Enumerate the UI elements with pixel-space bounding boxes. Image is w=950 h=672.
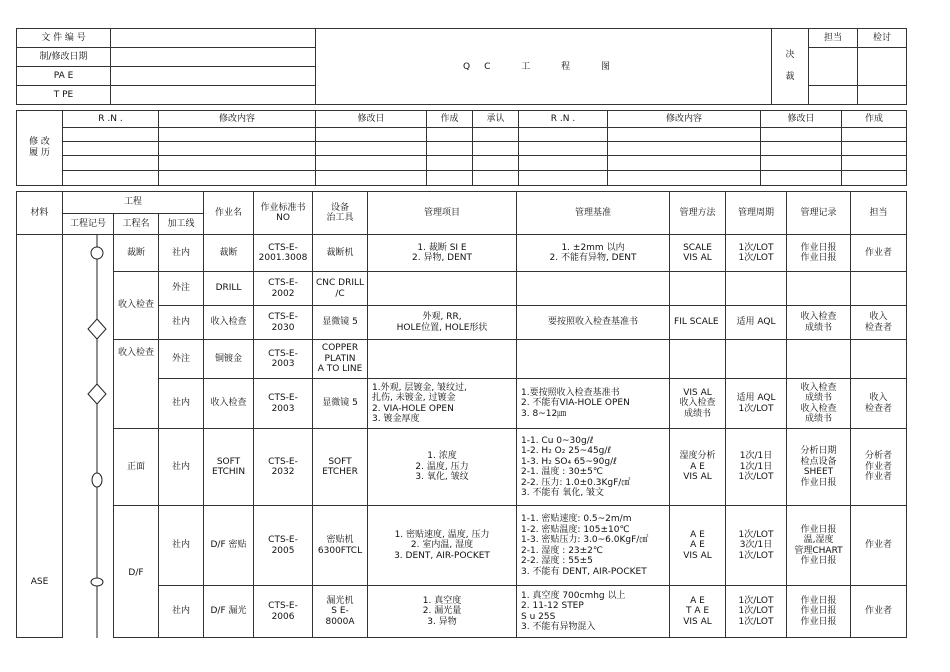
revision-date-label: 制/修改日期 [17,48,111,67]
record-cell [787,272,851,306]
record-cell: 作业日报 作业日报 作业日报 [787,586,851,638]
control-item-cell: 1. 裁断 SI E 2. 异物, DENT [368,235,517,272]
control-basis-cell: 1. ±2mm 以内 2. 不能有异物, DENT [517,235,670,272]
process-line-cell: 社内 [159,429,204,506]
equipment-cell: SOFT ETCHER [313,429,368,506]
control-item-cell: 1. 真空度 2. 漏光量 3. 异物 [368,586,517,638]
process-line-header: 加工线 [159,214,204,235]
table-row [17,272,907,306]
control-item-cell [368,340,517,379]
page-title: QC 工 程 图 [316,29,772,105]
standard-cell: CTS-E- 2003 [254,340,313,379]
work-name-cell: 裁断 [204,235,254,272]
approve-label: 决 裁 [772,29,809,105]
control-basis-cell [517,340,670,379]
equipment-cell: 裁断机 [313,235,368,272]
standard-cell: CTS-E- 2030 [254,306,313,340]
owner-cell [851,272,907,306]
control-item-cell [368,272,517,306]
owner-cell: 收入 检查者 [851,379,907,429]
cycle-cell: 1次/LOT 1次/LOT 1次/LOT [726,586,787,638]
revision-row [17,171,907,186]
control-item-cell: 1. 密贴速度, 温度, 压力 2. 室内温, 湿度 3. DENT, AIR-POCKET [368,506,517,586]
control-item-cell: 1. 浓度 2. 温度, 压力 3. 氧化, 皱纹 [368,429,517,506]
rev-no-header-2: R .N . [519,111,608,128]
material-cell [17,235,63,638]
cycle-cell: 适用 AQL [726,306,787,340]
cycle-cell [726,272,787,306]
equipment-cell: 显微镜 5 [313,379,368,429]
type-value[interactable] [111,86,316,105]
control-basis-cell: 1. 真空度 700cmhg 以上 2. 11-12 STEP S u 25S 3. 不能有异物混入 [517,586,670,638]
record-cell: 作业日报 温,湿度 管理CHART 作业日报 [787,506,851,586]
flow-column [63,235,114,638]
doc-number-value[interactable] [111,29,316,48]
rev-content-header-2: 修改内容 [608,111,761,128]
record-cell: 分析日期 检点设备 SHEET 作业日报 [787,429,851,506]
table-row [17,429,907,506]
control-item-cell: 外观, RR, HOLE位置, HOLE形状 [368,306,517,340]
method-cell: VIS AL 收入检查 成绩书 [670,379,726,429]
process-name-header: 工程名 [114,214,159,235]
process-name-cell: D/F [114,506,159,638]
work-name-cell: DRILL [204,272,254,306]
table-row [17,506,907,586]
revision-row [17,128,907,142]
material-header: 材料 [17,192,63,235]
control-basis-cell: 1.要按照收入检查基准书 2. 不能有VIA-HOLE OPEN 3. 8~12㎛ [517,379,670,429]
rev-no-header: R .N . [63,111,159,128]
owner-cell: 作业者 [851,235,907,272]
method-cell [670,272,726,306]
rev-author-header: 作成 [427,111,473,128]
control-basis-cell [517,272,670,306]
standard-cell: CTS-E- 2002 [254,272,313,306]
standard-cell: CTS-E- 2006 [254,586,313,638]
control-item-header: 管理项目 [368,192,517,235]
rev-date-header-2: 修改日 [761,111,842,128]
process-circle-icon [91,578,103,586]
work-name-cell: 收入检查 [204,379,254,429]
equipment-cell: CNC DRILL /C [313,272,368,306]
inspection-diamond-icon [88,319,106,339]
page-value[interactable] [111,67,316,86]
process-line-cell: 社内 [159,235,204,272]
signer-label-owner: 担当 [809,29,858,48]
revision-side-label: 修 改 履 历 [17,111,63,186]
signer-reviewer-box[interactable] [858,48,907,86]
control-basis-cell: 1-1. Cu 0~30g/ℓ 1-2. H₂ O₂ 25~45g/ℓ 1-3. H₂ SO₄ 65~90g/ℓ 2-1. 温度 : 30±5℃ 2-2. 压力: 1.0±0.3KgF/㎠ 3. 不能有 氧化, 皱文 [517,429,670,506]
process-line-cell: 社内 [159,379,204,429]
equipment-cell: COPPER PLATIN A TO LINE [313,340,368,379]
process-circle-icon [92,473,102,487]
cycle-cell: 1次/LOT 3次/1日 1次/LOT [726,506,787,586]
signer-reviewer-date[interactable] [858,86,907,105]
cycle-cell: 适用 AQL 1次/LOT [726,379,787,429]
page-label: PA E [17,67,111,86]
owner-header: 担当 [851,192,907,235]
process-line-cell: 外注 [159,340,204,379]
work-name-header: 作业名 [204,192,254,235]
standard-cell: CTS-E- 2001.3008 [254,235,313,272]
process-line-cell: 社内 [159,506,204,586]
equipment-cell: 漏光机 S E- 8000A [313,586,368,638]
control-basis-cell: 1-1. 密贴速度: 0.5~2m/m 1-2. 密贴温度: 105±10℃ 1-3. 密贴压力: 3.0~6.0KgF/㎠ 2-1. 湿度 : 23±2℃ 2-2. 湿度 : 55±5 3. 不能有 DENT, AIR-POCKET [517,506,670,586]
process-name-cell: 收入检查 [114,340,159,429]
rev-author-header-2: 作成 [842,111,907,128]
control-basis-header: 管理基准 [517,192,670,235]
owner-cell: 作业者 [851,586,907,638]
standard-cell: CTS-E- 2032 [254,429,313,506]
type-label: T PE [17,86,111,105]
process-name-cell: 正面 [114,429,159,506]
process-code-header: 工程记号 [63,214,114,235]
record-header: 管理记录 [787,192,851,235]
owner-cell: 分析者 作业者 作业者 [851,429,907,506]
work-name-cell: SOFT ETCHIN [204,429,254,506]
method-header: 管理方法 [670,192,726,235]
method-cell: 湿度分析 A E VIS AL [670,429,726,506]
signer-label-reviewer: 检讨 [858,29,907,48]
process-table [16,191,907,638]
method-cell: A E T A E VIS AL [670,586,726,638]
owner-cell: 收入 检查者 [851,306,907,340]
record-cell: 作业日报 作业日报 [787,235,851,272]
process-name-cell: 收入检查 [114,272,159,340]
rev-date-header: 修改日 [316,111,427,128]
material-value: ASE [30,576,49,587]
method-cell: FIL SCALE [670,306,726,340]
cycle-cell: 1次/1日 1次/1日 1次/LOT [726,429,787,506]
owner-cell [851,340,907,379]
revision-date-value[interactable] [111,48,316,67]
cycle-cell: 1次/LOT 1次/LOT [726,235,787,272]
equipment-cell: 密贴机 6300FTCL [313,506,368,586]
work-name-cell: D/F 密贴 [204,506,254,586]
work-name-cell: D/F 漏光 [204,586,254,638]
revision-row [17,156,907,171]
method-cell [670,340,726,379]
header-table [16,28,907,105]
process-circle-icon [91,247,103,259]
equipment-cell: 显微镜 5 [313,306,368,340]
rev-approve-header: 承认 [473,111,519,128]
cycle-header: 管理周期 [726,192,787,235]
process-line-cell: 社内 [159,586,204,638]
record-cell: 收入检查 成绩书 收入检查 成绩书 [787,379,851,429]
method-cell: A E A E VIS AL [670,506,726,586]
control-basis-cell: 要按照收入检查基准书 [517,306,670,340]
table-row [17,340,907,379]
standard-cell: CTS-E- 2003 [254,379,313,429]
standard-header: 作业标准书 NO [254,192,313,235]
signer-owner-date[interactable] [809,86,858,105]
process-header: 工程 [63,192,204,214]
signer-owner-box[interactable] [809,48,858,86]
standard-cell: CTS-E- 2005 [254,506,313,586]
record-cell: 收入检查 成绩书 [787,306,851,340]
work-name-cell: 收入检查 [204,306,254,340]
method-cell: SCALE VIS AL [670,235,726,272]
table-row [17,235,907,272]
rev-content-header: 修改内容 [159,111,316,128]
cycle-cell [726,340,787,379]
process-name-cell: 裁断 [114,235,159,272]
inspection-diamond-icon [88,384,106,404]
doc-number-label: 文 件 编 号 [17,29,111,48]
equipment-header: 设备 治工具 [313,192,368,235]
process-line-cell: 外注 [159,272,204,306]
record-cell [787,340,851,379]
process-flow-diagram [63,235,114,638]
revision-table [16,110,907,186]
revision-row [17,142,907,156]
owner-cell: 作业者 [851,506,907,586]
work-name-cell: 铜镀金 [204,340,254,379]
process-line-cell: 社内 [159,306,204,340]
control-item-cell: 1.外观, 层镀金, 皱纹过, 扎伤, 未镀金, 过镀金 2. VIA-HOLE OPEN 3. 镀金厚度 [368,379,517,429]
